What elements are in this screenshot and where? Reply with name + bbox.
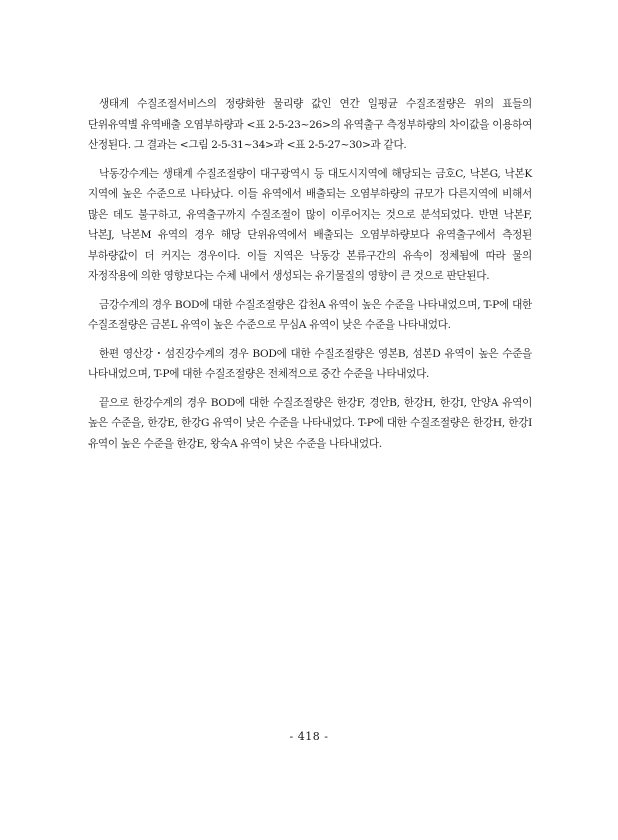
paragraph-yeongsan-seomjin-river: 한편 영산강・섬진강수계의 경우 BOD에 대한 수질조절량은 영본B, 섬본D 유역이 높은 수준을 나타내었으며, T-P에 대한 수질조절량은 전체적으로 중간 수준을 나타내었다.: [88, 347, 532, 380]
paragraph-geum-river: 금강수계의 경우 BOD에 대한 수질조절량은 갑천A 유역이 높은 수준을 나타내었으며, T-P에 대한 수질조절량은 금본L 유역이 높은 수준으로 무심A 유역이 낮은 수준을 나타내었다.: [88, 298, 532, 331]
paragraph-water-quality-calculation: 생태계 수질조절서비스의 정량화한 물리량 값인 연간 일평균 수질조절량은 위의 표들의 단위유역별 유역배출 오염부하량과 <표 2-5-23~26>의 유역출구 측정부하량의 차이값을 이용하여 산정된다. 그 결과는 <그림 2-5-31~34>과 <표 2-5-27~30>과 같다.: [88, 98, 532, 151]
page-body: [88, 94, 532, 462]
paragraph-han-river: 끝으로 한강수계의 경우 BOD에 대한 수질조절량은 한강F, 경안B, 한강H, 한강I, 안양A 유역이 높은 수준을, 한강E, 한강G 유역이 낮은 수준을 나타내었다. T-P에 대한 수질조절량은 한강H, 한강I 유역이 높은 수준을 한강E, 왕숙A 유역이 낮은 수준을 나타내었다.: [88, 396, 532, 450]
page-number: - 418 -: [289, 730, 329, 743]
paragraph-nakdong-river: 낙동강수계는 생태계 수질조절량이 대구광역시 등 대도시지역에 해당되는 금호C, 낙본G, 낙본K 지역에 높은 수준으로 나타났다. 이들 유역에서 배출되는 오염부하량의 규모가 다른지역에 비해서 많은 데도 불구하고, 유역출구까지 수질조절이 많이 이루어지는 것으로 분석되었다. 반면 낙본F, 낙본J, 낙본M 유역의 경우 해당 단위유역에서 배출되는 오염부하량보다 유역출구에서 측정된 부하량값이 더 커지는 경우이다. 이들 지역은 낙동강 본류구간의 유속이 정체됨에 따라 물의 자정작용에 의한 영향보다는 수체 내에서 생성되는 유기물질의 영향이 큰 것으로 판단된다.: [88, 167, 532, 282]
